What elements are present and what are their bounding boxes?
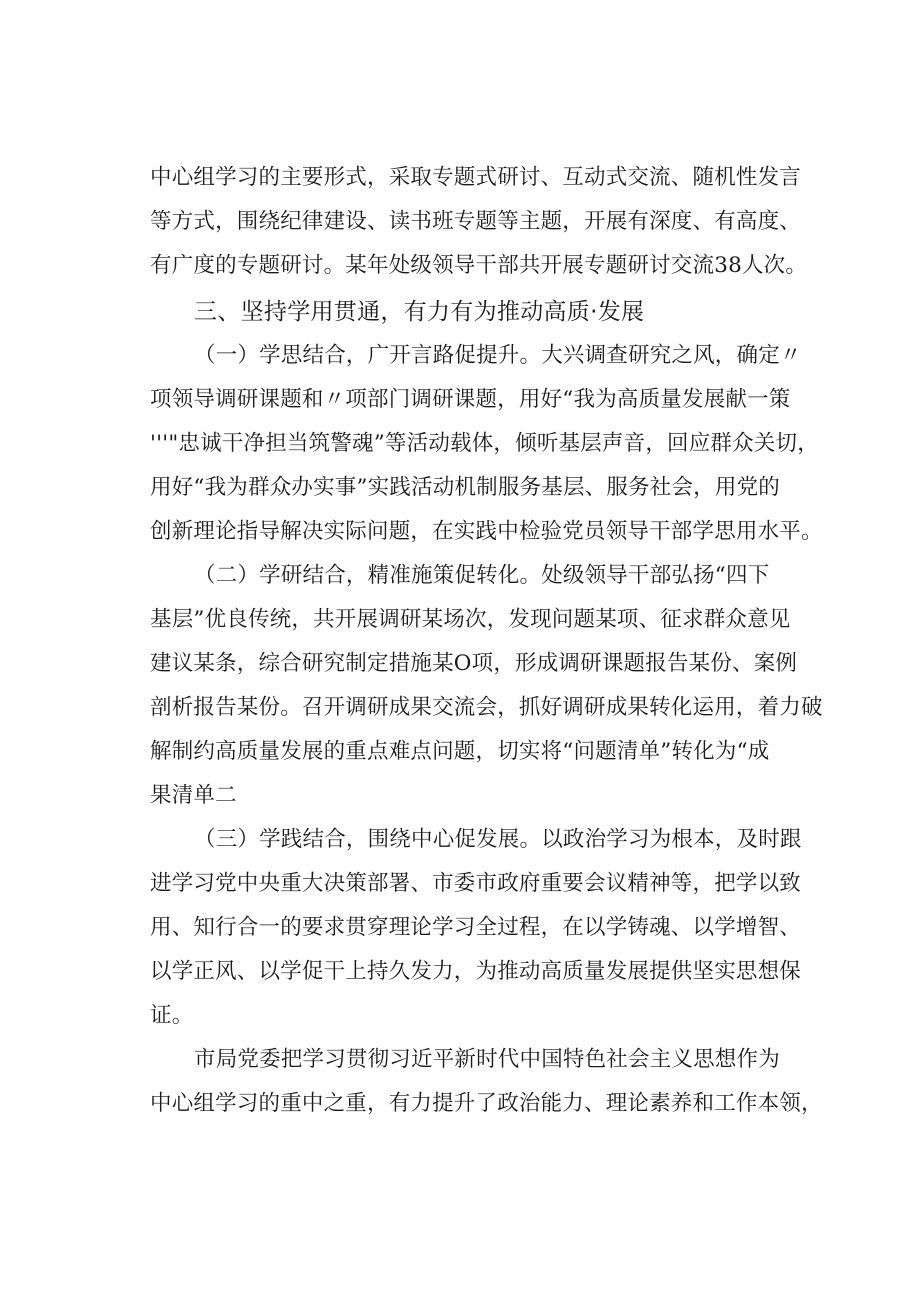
paragraph-line: 证。: [150, 1003, 194, 1028]
section-heading: 三、坚持学用贯通，有力有为推动高质·发展: [194, 299, 645, 325]
paragraph-line: 中心组学习的主要形式，采取专题式研讨、互动式交流、随机性发言: [150, 165, 802, 190]
paragraph-line: 用、知行合一的要求贯穿理论学习全过程，在以学铸魂、以学增智、: [150, 915, 802, 940]
paragraph-line: 进学习党中央重大决策部署、市委市政府重要会议精神等，把学以致: [150, 871, 802, 896]
paragraph-line: 中心组学习的重中之重，有力提升了政治能力、理论素养和工作本领，: [150, 1091, 823, 1116]
paragraph-line: 果清单二: [150, 783, 237, 808]
paragraph-line: 以学正风、以学促干上持久发力，为推动高质量发展提供坚实思想保: [150, 959, 802, 984]
paragraph-line: 创新理论指导解决实际问题，在实践中检验党员领导干部学思用水平。: [150, 519, 823, 544]
paragraph-line: 等方式，围绕纪律建设、读书班专题等主题，开展有深度、有高度、: [150, 209, 802, 234]
paragraph-line: （一）学思结合，广开言路促提升。大兴调查研究之风，确定〃: [194, 343, 802, 368]
paragraph-line: 建议某条，综合研究制定措施某O项，形成调研课题报告某份、案例: [150, 651, 798, 676]
paragraph-line: 市局党委把学习贯彻习近平新时代中国特色社会主义思想作为: [194, 1047, 780, 1072]
paragraph-line: '''"忠诚干净担当筑警魂”等活动载体，倾听基层声音，回应群众关切，: [150, 431, 819, 456]
paragraph-line: 解制约高质量发展的重点难点问题，切实将“问题清单”转化为“成: [150, 739, 770, 764]
paragraph-line: 项领导调研课题和〃项部门调研课题，用好“我为高质量发展献一策: [150, 387, 791, 412]
paragraph-line: 有广度的专题研讨。某年处级领导干部共开展专题研讨交流38人次。: [150, 253, 808, 278]
paragraph-line: （三）学践结合，围绕中心促发展。以政治学习为根本，及时跟: [194, 827, 802, 852]
paragraph-line: 剖析报告某份。召开调研成果交流会，抓好调研成果转化运用，着力破: [150, 695, 823, 720]
paragraph-line: 基层”优良传统，共开展调研某场次，发现问题某项、征求群众意见: [150, 607, 791, 632]
paragraph-line: 用好“我为群众办实事”实践活动机制服务基层、服务社会，用党的: [150, 475, 780, 500]
paragraph-line: （二）学研结合，精准施策促转化。处级领导干部弘扬“四下: [194, 563, 770, 588]
